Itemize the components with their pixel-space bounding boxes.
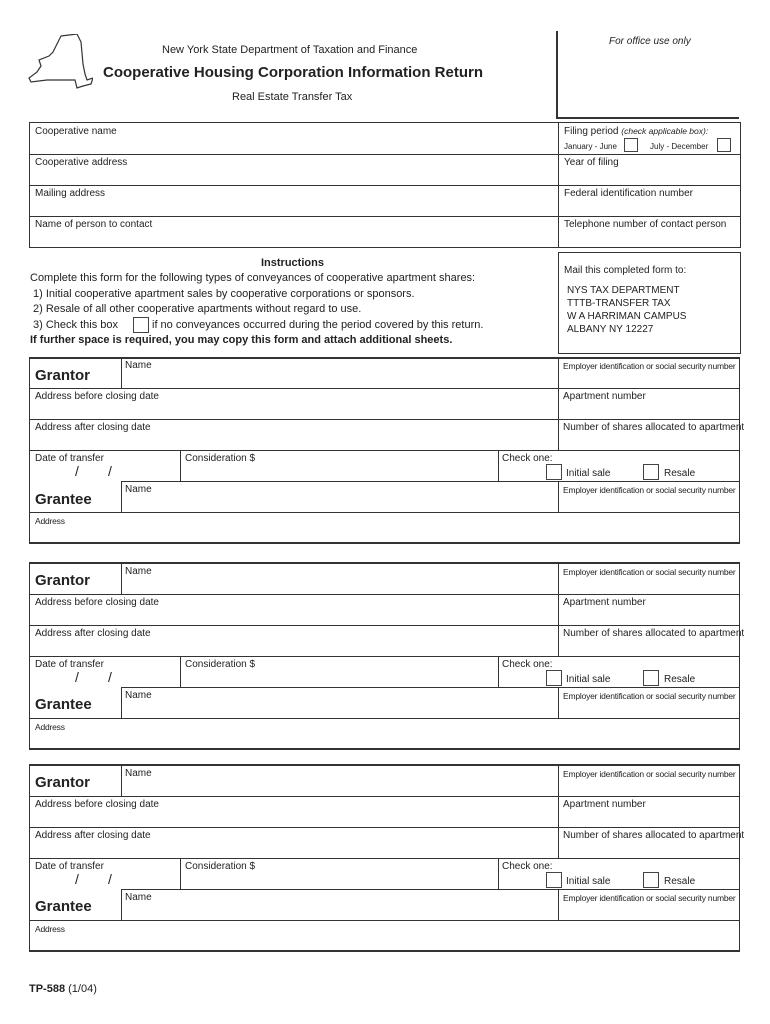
cooperative-name-field[interactable]: Cooperative name (35, 126, 117, 137)
address-after-field[interactable]: Address after closing date (35, 422, 151, 433)
federal-id-field[interactable]: Federal identification number (564, 188, 693, 199)
grantor-name-field[interactable]: Name (125, 768, 152, 779)
divider (180, 656, 181, 687)
instructions-intro: Complete this form for the following types of conveyances of cooperative apartment shares: (30, 272, 476, 284)
divider (498, 858, 499, 889)
divider (29, 154, 740, 155)
divider (121, 687, 122, 718)
shares-field[interactable]: Number of shares allocated to apartment (563, 422, 745, 433)
grantee-address-field[interactable]: Address (35, 722, 65, 732)
divider (29, 512, 740, 513)
divider (29, 450, 740, 451)
resale-checkbox[interactable] (643, 872, 659, 888)
apartment-number-field[interactable]: Apartment number (563, 597, 646, 608)
jul-dec-label: July - December (650, 142, 709, 151)
divider (121, 562, 122, 594)
divider (180, 450, 181, 481)
filing-period-text: Filing period (564, 126, 619, 137)
initial-sale-checkbox[interactable] (546, 670, 562, 686)
grantor-ein-field[interactable]: Employer identification or social security number (563, 567, 736, 577)
mail-to-label: Mail this completed form to: (564, 265, 687, 276)
jul-dec-checkbox[interactable] (717, 138, 731, 152)
form-title: Cooperative Housing Corporation Information Return (103, 64, 484, 81)
initial-sale-label: Initial sale (566, 468, 611, 479)
divider (29, 594, 740, 595)
divider (558, 764, 559, 858)
divider (29, 625, 740, 626)
resale-checkbox[interactable] (643, 464, 659, 480)
divider (121, 357, 122, 388)
form-id (29, 983, 97, 995)
divider (121, 481, 740, 482)
mail-to-line-4: ALBANY NY 12227 (567, 324, 654, 335)
office-use-label: For office use only (609, 36, 691, 47)
divider (29, 796, 740, 797)
check-one-label: Check one: (502, 861, 553, 872)
divider (180, 858, 181, 889)
instructions-heading: Instructions (261, 257, 324, 269)
initial-sale-checkbox[interactable] (546, 872, 562, 888)
grantee-ein-field[interactable]: Employer identification or social security number (563, 893, 736, 903)
divider (558, 481, 559, 512)
filing-period-note: (check applicable box): (621, 126, 709, 136)
divider (121, 687, 740, 688)
instructions-item-3a: 3) Check this box (33, 319, 118, 331)
jan-june-checkbox[interactable] (624, 138, 638, 152)
date-transfer-field[interactable]: Date of transfer (35, 453, 104, 464)
grantor-ein-field[interactable]: Employer identification or social security number (563, 361, 736, 371)
mailing-address-field[interactable]: Mailing address (35, 188, 106, 199)
resale-label: Resale (664, 876, 696, 887)
divider (29, 419, 740, 420)
divider (29, 216, 740, 217)
instructions-item-2: 2) Resale of all other cooperative apartments without regard to use. (33, 303, 362, 315)
initial-sale-checkbox[interactable] (546, 464, 562, 480)
date-separator: / (108, 669, 112, 685)
divider (29, 656, 740, 657)
initial-sale-label: Initial sale (566, 674, 611, 685)
grantor-label: Grantor (35, 572, 91, 589)
divider (498, 450, 499, 481)
grantee-address-field[interactable]: Address (35, 516, 65, 526)
divider (558, 562, 559, 656)
mail-to-line-2: TTTB-TRANSFER TAX (567, 298, 671, 309)
office-box-left (556, 31, 558, 117)
contact-name-field[interactable]: Name of person to contact (35, 219, 153, 230)
check-one-label: Check one: (502, 659, 553, 670)
grantee-ein-field[interactable]: Employer identification or social security number (563, 691, 736, 701)
shares-field[interactable]: Number of shares allocated to apartment (563, 628, 745, 639)
divider (121, 889, 740, 890)
department-name: New York State Department of Taxation and Finance (162, 44, 418, 56)
resale-label: Resale (664, 468, 696, 479)
filing-period-label (564, 126, 708, 137)
grantor-label: Grantor (35, 367, 91, 384)
grantor-ein-field[interactable]: Employer identification or social security number (563, 769, 736, 779)
instructions-item-3b: if no conveyances occurred during the period covered by this return. (152, 319, 484, 331)
apartment-number-field[interactable]: Apartment number (563, 799, 646, 810)
divider (29, 858, 740, 859)
resale-label: Resale (664, 674, 696, 685)
divider (29, 718, 740, 719)
divider (121, 764, 122, 796)
divider (29, 827, 740, 828)
address-before-field[interactable]: Address before closing date (35, 799, 159, 810)
divider (558, 122, 559, 247)
contact-phone-field[interactable]: Telephone number of contact person (564, 219, 727, 230)
new-york-state-map-icon (27, 34, 93, 92)
address-after-field[interactable]: Address after closing date (35, 830, 151, 841)
divider (558, 357, 559, 450)
address-before-field[interactable]: Address before closing date (35, 391, 159, 402)
date-separator: / (75, 871, 79, 887)
grantor-name-field[interactable]: Name (125, 360, 152, 371)
date-separator: / (108, 871, 112, 887)
initial-sale-label: Initial sale (566, 876, 611, 887)
grantee-ein-field[interactable]: Employer identification or social security number (563, 485, 736, 495)
no-conveyances-checkbox[interactable] (133, 317, 149, 333)
divider (558, 687, 559, 718)
divider (29, 920, 740, 921)
grantee-name-field[interactable]: Name (125, 690, 152, 701)
date-transfer-field[interactable]: Date of transfer (35, 659, 104, 670)
date-separator: / (75, 463, 79, 479)
cooperative-address-field[interactable]: Cooperative address (35, 157, 128, 168)
mail-to-line-1: NYS TAX DEPARTMENT (567, 285, 680, 296)
divider (29, 185, 740, 186)
year-of-filing-field[interactable]: Year of filing (564, 157, 619, 168)
divider (121, 481, 122, 512)
divider (121, 889, 122, 920)
consideration-field[interactable]: Consideration $ (185, 659, 256, 670)
date-separator: / (108, 463, 112, 479)
address-after-field[interactable]: Address after closing date (35, 628, 151, 639)
jan-june-label: January - June (564, 142, 617, 151)
divider (558, 889, 559, 920)
office-box-bottom (556, 117, 739, 119)
resale-checkbox[interactable] (643, 670, 659, 686)
divider (498, 656, 499, 687)
form-revision: (1/04) (68, 983, 97, 995)
grantee-label: Grantee (35, 898, 92, 915)
divider (29, 388, 740, 389)
consideration-field[interactable]: Consideration $ (185, 453, 256, 464)
form-number: TP-588 (29, 983, 66, 995)
grantee-label: Grantee (35, 491, 92, 508)
shares-field[interactable]: Number of shares allocated to apartment (563, 830, 745, 841)
date-transfer-field[interactable]: Date of transfer (35, 861, 104, 872)
grantor-name-field[interactable]: Name (125, 566, 152, 577)
form-subtitle: Real Estate Transfer Tax (232, 91, 353, 103)
grantee-name-field[interactable]: Name (125, 892, 152, 903)
date-separator: / (75, 669, 79, 685)
address-before-field[interactable]: Address before closing date (35, 597, 159, 608)
consideration-field[interactable]: Consideration $ (185, 861, 256, 872)
mail-to-line-3: W A HARRIMAN CAMPUS (567, 311, 687, 322)
grantee-address-field[interactable]: Address (35, 924, 65, 934)
grantor-label: Grantor (35, 774, 91, 791)
instructions-item-1: 1) Initial cooperative apartment sales by cooperative corporations or sponsors. (33, 288, 415, 300)
instructions-note: If further space is required, you may copy this form and attach additional sheets. (30, 334, 453, 346)
grantee-label: Grantee (35, 696, 92, 713)
apartment-number-field[interactable]: Apartment number (563, 391, 646, 402)
check-one-label: Check one: (502, 453, 553, 464)
grantee-name-field[interactable]: Name (125, 484, 152, 495)
